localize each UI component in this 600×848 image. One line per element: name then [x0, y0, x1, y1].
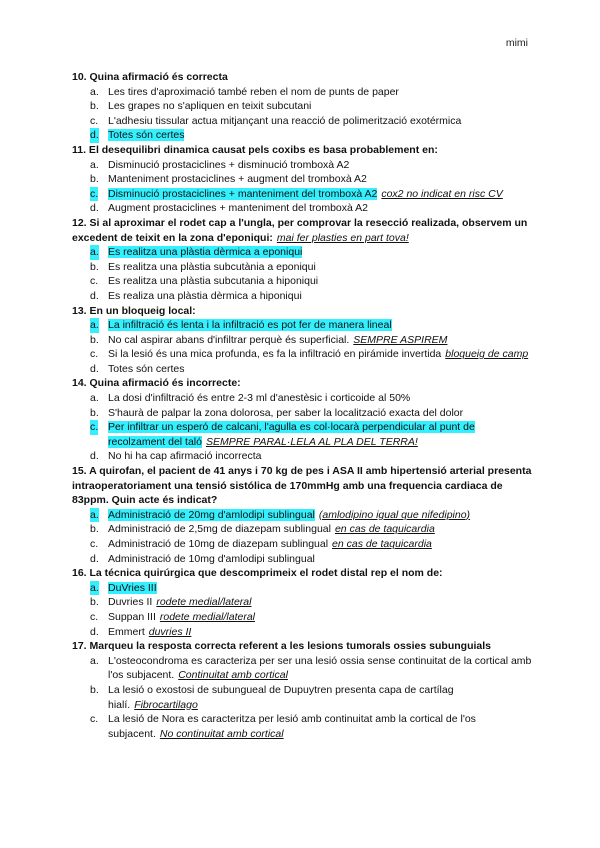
option-letter: b.: [90, 173, 99, 186]
question-text: 16. La técnica quirúrgica que descomprimeix el rodet distal rep el nom de:: [72, 567, 443, 580]
option-text-correct: Totes són certes: [108, 129, 185, 142]
answer-option: [72, 128, 534, 143]
option-letter: a.: [90, 654, 99, 667]
question-text: 14. Quina afirmació és incorrecte:: [72, 377, 241, 390]
option-letter: d.: [90, 362, 99, 375]
option-note: No continuitat amb cortical: [159, 727, 284, 740]
option-text: Augment prostaciclines + manteniment del tromboxà A2: [108, 202, 369, 215]
option-text: L'adhesiu tissular actua mitjançant una reacció de polimerització exotérmica: [108, 114, 462, 127]
question-title: [72, 566, 534, 581]
answer-option: [72, 391, 534, 406]
question-title: [72, 639, 534, 654]
question-note: mai fer plasties en part tova!: [276, 231, 409, 244]
option-letter: a.: [90, 85, 99, 98]
answer-option: [72, 683, 534, 712]
answer-option: [72, 274, 534, 289]
option-letter: b.: [90, 596, 99, 609]
option-text: Disminució prostaciclines + disminució tromboxà A2: [108, 158, 350, 171]
question-text: 12. Si al aproximar el rodet cap a l'ungla, per comprovar la resecció realizada, observem un excedent de teixit en la zona d'eponiqui:: [72, 216, 528, 244]
option-letter: c.: [90, 713, 99, 726]
option-letter: d.: [90, 129, 99, 142]
option-text: Duvries II: [108, 596, 153, 609]
answer-option: [72, 537, 534, 552]
option-note: en cas de taquicardia: [334, 523, 435, 536]
option-text-correct: La infiltració és lenta i la infiltració es pot fer de manera lineal: [108, 319, 392, 332]
answer-option: [72, 201, 534, 216]
option-text: Suppan III: [108, 610, 156, 623]
option-letter: a.: [90, 508, 99, 521]
question-title: [72, 304, 534, 319]
answer-option: [72, 318, 534, 333]
option-text: L'osteocondroma es caracteriza per ser una lesió ossia sense continuitat de la cortical amb l'os subjacent.: [108, 654, 532, 682]
answer-option: [72, 552, 534, 567]
option-letter: b.: [90, 100, 99, 113]
option-text: Totes són certes: [108, 362, 185, 375]
answer-option: [72, 289, 534, 304]
question-text: 10. Quina afirmació és correcta: [72, 71, 228, 83]
answer-option: [72, 347, 534, 362]
option-text: Les grapes no s'apliquen en teixit subcutani: [108, 100, 312, 113]
answer-option: [72, 245, 534, 260]
option-letter: b.: [90, 406, 99, 419]
option-text: Les tires d'aproximació també reben el nom de punts de paper: [108, 85, 399, 98]
option-note: (amlodipino igual que nifedipino): [318, 508, 471, 521]
option-letter: d.: [90, 552, 99, 565]
question-title: [72, 464, 534, 508]
option-letter: b.: [90, 333, 99, 346]
option-letter: a.: [90, 246, 99, 259]
answer-option: [72, 362, 534, 377]
option-text-correct: Es realitza una plàstia dèrmica a eponiqui: [108, 246, 303, 259]
option-note: en cas de taquicardia: [332, 538, 432, 550]
question-title: [72, 70, 534, 85]
option-text-correct: Disminució prostaciclines + manteniment del tromboxà A2: [108, 187, 378, 200]
option-text: Es realitza una plàstia subcutania a hiponiqui: [108, 275, 319, 288]
option-letter: b.: [90, 683, 99, 696]
answer-option: [72, 610, 534, 625]
answer-option: [72, 85, 534, 100]
option-letter: d.: [90, 625, 99, 638]
answer-option: [72, 522, 534, 537]
option-text: Administració de 10mg de diazepam sublingual: [108, 538, 329, 550]
option-letter: c.: [90, 114, 99, 127]
option-text: Emmert: [108, 625, 145, 638]
answer-option: [72, 114, 534, 129]
option-note: Fibrocartilago: [134, 698, 198, 711]
option-note: SEMPRE PARAL·LELA AL PLA DEL TERRA!: [205, 435, 418, 448]
answer-option: [72, 333, 534, 348]
option-letter: d.: [90, 202, 99, 215]
document-body: [72, 70, 534, 741]
option-text-correct: Administració de 20mg d'amlodipi sublingual: [108, 508, 315, 521]
option-text: Administració de 2,5mg de diazepam sublingual: [108, 523, 331, 536]
option-letter: b.: [90, 260, 99, 273]
answer-option: [72, 420, 534, 449]
option-text: La dosi d'infiltració és entre 2-3 ml d'anestèsic i corticoide al 50%: [108, 392, 411, 405]
question-text: 13. En un bloqueig local:: [72, 304, 196, 317]
question-text: 11. El desequilibri dinamica causat pels coxibs es basa probablement en:: [72, 143, 438, 156]
option-text: S'haurà de palpar la zona dolorosa, per saber la localització exacta del dolor: [108, 406, 464, 419]
option-letter: a.: [90, 392, 99, 405]
answer-option: [72, 595, 534, 610]
answer-option: [72, 508, 534, 523]
option-text: Si la lesió és una mica profunda, es fa la infiltració en pirámide invertida: [108, 348, 442, 361]
option-text-correct: DuVries III: [108, 581, 157, 594]
option-text: Es realitza una plàstia subcutània a eponiqui: [108, 260, 316, 273]
option-letter: c.: [90, 275, 99, 288]
answer-option: [72, 654, 534, 683]
option-text: No cal aspirar abans d'infiltrar perquè és superficial.: [108, 333, 350, 346]
option-letter: b.: [90, 523, 99, 536]
option-text: Es realiza una plàstia dèrmica a hiponiqui: [108, 289, 302, 302]
option-text: Manteniment prostaciclines + augment del tromboxà A2: [108, 173, 367, 186]
option-note: cox2 no indicat en risc CV: [381, 187, 503, 200]
option-note: bloqueig de camp: [445, 348, 529, 361]
answer-option: [72, 99, 534, 114]
answer-option: [72, 172, 534, 187]
option-letter: d.: [90, 450, 99, 463]
option-note: SEMPRE ASPIREM: [353, 333, 448, 346]
option-letter: a.: [90, 319, 99, 332]
question-title: [72, 143, 534, 158]
page-header: mimi: [505, 37, 528, 49]
option-letter: c.: [90, 187, 99, 200]
option-note: Continuitat amb cortical: [178, 669, 288, 682]
answer-option: [72, 260, 534, 275]
option-text: La lesió o exostosi de subungueal de Dupuytren presenta capa de cartílag hialí.: [108, 683, 454, 711]
question-title: [72, 376, 534, 391]
option-text: La lesió de Nora es caracteritza per lesió amb continuitat amb la cortical de l'os subjacent.: [108, 713, 476, 740]
question-text: 15. A quirofan, el pacient de 41 anys i 70 kg de pes i ASA II amb hipertensió arterial presenta intraoperatoriament una tensió sistólica de 170mmHg amb una frequencia cardiaca de 83ppm. Quin acte és indicat?: [72, 465, 532, 507]
question-title: [72, 216, 534, 245]
answer-option: [72, 581, 534, 596]
answer-option: [72, 187, 534, 202]
answer-option: [72, 449, 534, 464]
option-letter: c.: [90, 348, 99, 361]
answer-option: [72, 406, 534, 421]
answer-option: [72, 712, 534, 741]
option-note: rodete medial/lateral: [156, 596, 252, 609]
option-note: duvries II: [148, 625, 192, 638]
option-note: rodete medial/lateral: [159, 610, 256, 623]
question-text: 17. Marqueu la resposta correcta referent a les lesions tumorals ossies subunguials: [72, 640, 491, 653]
answer-option: [72, 158, 534, 173]
option-text: Administració de 10mg d'amlodipi sublingual: [108, 552, 315, 565]
option-letter: d.: [90, 289, 99, 302]
option-letter: a.: [90, 158, 99, 171]
option-letter: c.: [90, 610, 99, 623]
option-letter: c.: [90, 421, 99, 434]
answer-option: [72, 625, 534, 640]
option-text: No hi ha cap afirmació incorrecta: [108, 450, 262, 463]
option-letter: c.: [90, 538, 99, 550]
option-letter: a.: [90, 581, 99, 594]
option-text-correct: Per infiltrar un esperó de calcani, l'agulla es col·locarà perpendicular al punt de recolzament del taló: [108, 421, 475, 448]
